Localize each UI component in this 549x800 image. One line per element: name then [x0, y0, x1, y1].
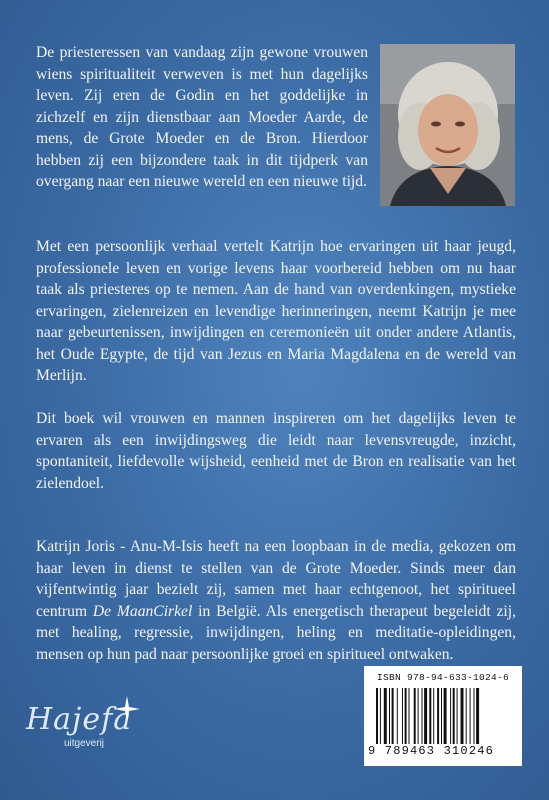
purpose-paragraph: Dit boek wil vrouwen en mannen inspireren om het dagelijks leven te ervaren als een inwijdingsweg die leidt naar levensvreugde, inzicht, spontaniteit, liefdevolle wijsheid, eenheid met de Bron en realisatie van het zielendoel. — [36, 410, 516, 492]
author-bio-text-2: in België. Als energetisch therapeut begeleidt zij, met healing, regressie, inwijdingen, heling en meditatie-opleidingen, mensen op hun pad naar persoonlijke groei en spiritueel ontwaken. — [36, 602, 516, 663]
author-bio-paragraph — [36, 536, 516, 665]
barcode-bars — [376, 688, 510, 744]
publisher-subtitle: uitgeverij — [64, 738, 105, 749]
story-paragraph: Met een persoonlijk verhaal vertelt Katrijn hoe ervaringen uit haar jeugd, professionele leven en vorige levens haar voorbereid hebben om nu haar taak als priesteres op te nemen. Aan de hand van overdenkingen, mystieke ervaringen, zielenreizen en levendige herinneringen, neemt Katrijn je mee naar gebeurtenissen, inwijdingen en ceremonieën uit onder andere Atlantis, het Oude Egypte, de tijd van Jezus en Maria Magdalena en de wereld van Merlijn. — [36, 238, 516, 384]
star-icon — [114, 696, 140, 722]
author-photo — [380, 44, 515, 206]
barcode-digits: 9 789463 310246 — [368, 744, 495, 758]
author-bio-text-1: Katrijn Joris - Anu-M-Isis heeft na een loopbaan in de media, gekozen om haar leven in dienst te stellen van de Grote Moeder. Sinds meer dan vijfentwintig jaar bezielt zij, samen met haar echtgenoot, het spiritueel centrum — [36, 538, 516, 620]
author-portrait-image — [380, 44, 515, 206]
isbn-barcode — [364, 666, 522, 766]
centre-name: De MaanCirkel — [92, 602, 193, 620]
publisher-name: Hajefa — [26, 702, 133, 737]
intro-paragraph: De priesteressen van vandaag zijn gewone vrouwen wiens spiritualiteit verweven is met hun dagelijks leven. Zij eren de Godin en het goddelijke in zichzelf en zijn dienstbaar aan Moeder Aarde, de mens, de Grote Moeder en de Bron. Hierdoor hebben zij een bijzondere taak in dit tijdperk van overgang naar een nieuwe wereld en een nieuwe tijd. — [36, 44, 368, 190]
isbn-label: ISBN 978-94-633-1024-6 — [376, 672, 510, 683]
publisher-logo — [26, 696, 146, 756]
